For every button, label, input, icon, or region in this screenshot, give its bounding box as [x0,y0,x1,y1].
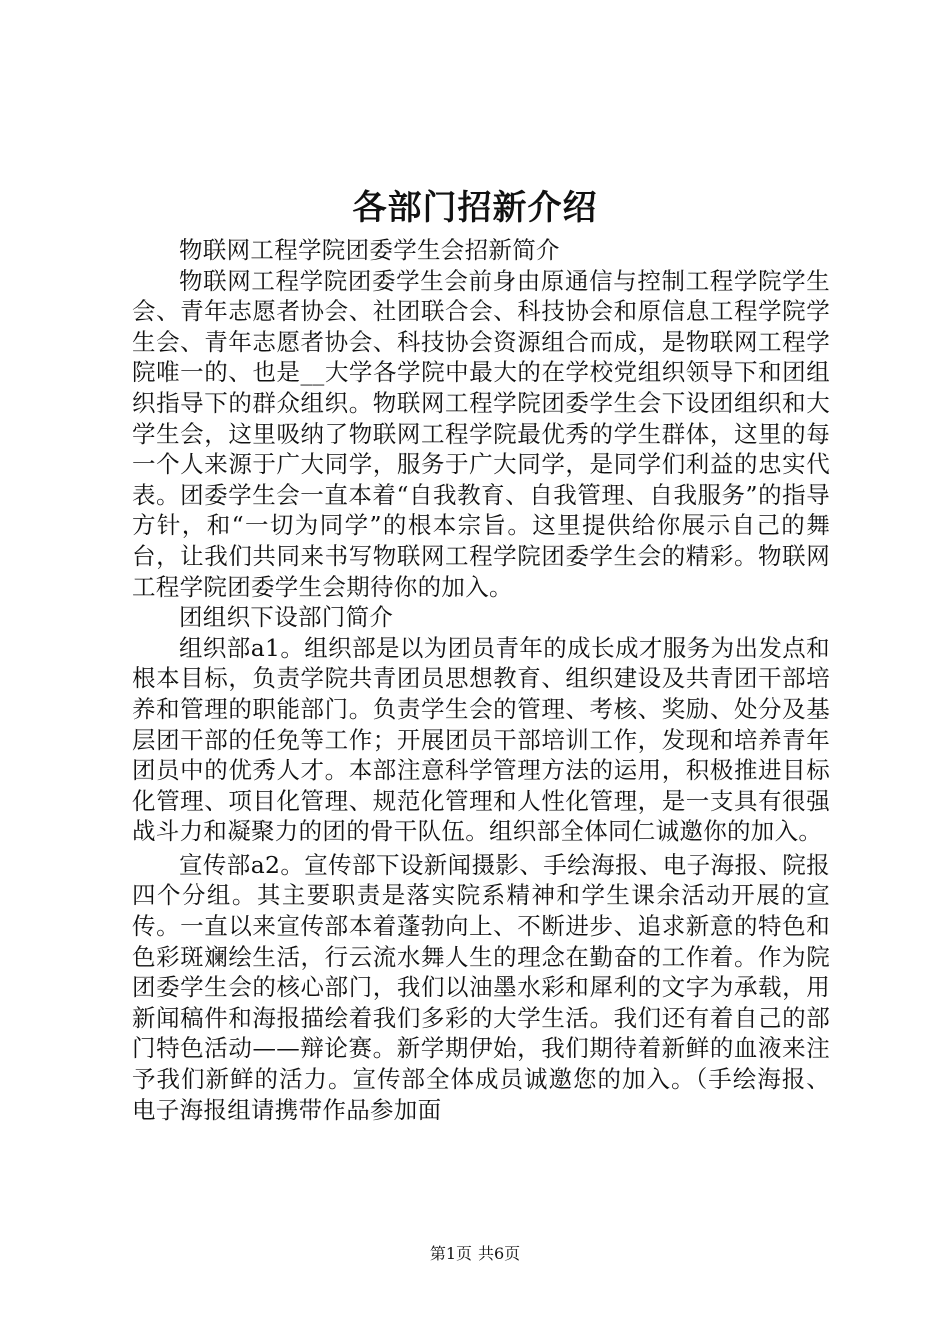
document-title: 各部门招新介绍 [352,188,598,228]
intro-paragraph: 物联网工程学院团委学生会前身由原通信与控制工程学院学生会、青年志愿者协会、社团联合会、科技协会和原信息工程学院学生会、青年志愿者协会、科技协会资源组合而成，是物联网工程学院唯一的、也是__大学各学院中最大的在学校党组织领导下和团组织指导下的群众组织。物联网工程学院团委学生会下设团组织和大学生会，这里吸纳了物联网工程学院最优秀的学生群体，这里的每一个人来源于广大同学，服务于广大同学，是同学们利益的忠实代表。团委学生会一直本着“自我教育、自我管理、自我服务”的指导方针，和“一切为同学”的根本宗旨。这里提供给你展示自己的舞台，让我们共同来书写物联网工程学院团委学生会的精彩。物联网工程学院团委学生会期待你的加入。 [132,266,830,601]
page-footer [0,1244,950,1264]
document-body [132,235,830,1125]
intro-heading: 物联网工程学院团委学生会招新简介 [179,236,560,264]
page-number: 第1页 [429,1244,472,1263]
departments-heading: 团组织下设部门简介 [179,603,394,632]
publicity-dept-paragraph: 宣传部a2。宣传部下设新闻摄影、手绘海报、电子海报、院报四个分组。其主要职责是落实院系精神和学生课余活动开展的宣传。一直以来宣传部本着蓬勃向上、不断进步、追求新意的特色和色彩斑斓绘生活，行云流水舞人生的理念在勤奋的工作着。作为院团委学生会的核心部门，我们以油墨水彩和犀利的文字为承载，用新闻稿件和海报描绘着我们多彩的大学生活。我们还有着自己的部门特色活动——辩论赛。新学期伊始，我们期待着新鲜的血液来注予我们新鲜的活力。宣传部全体成员诚邀您的加入。（手绘海报、电子海报组请携带作品参加面 [132,850,830,1124]
organization-dept-paragraph: 组织部a1。组织部是以为团员青年的成长成才服务为出发点和根本目标，负责学院共青团员思想教育、组织建设及共青团干部培养和管理的职能部门。负责学生会的管理、考核、奖励、处分及基层团干部的任免等工作；开展团员干部培训工作，发现和培养青年团员中的优秀人才。本部注意科学管理方法的运用，积极推进目标化管理、项目化管理、规范化管理和人性化管理，是一支具有很强战斗力和凝聚力的团的骨干队伍。组织部全体同仁诚邀你的加入。 [132,633,830,846]
page-total: 共6页 [478,1244,521,1263]
